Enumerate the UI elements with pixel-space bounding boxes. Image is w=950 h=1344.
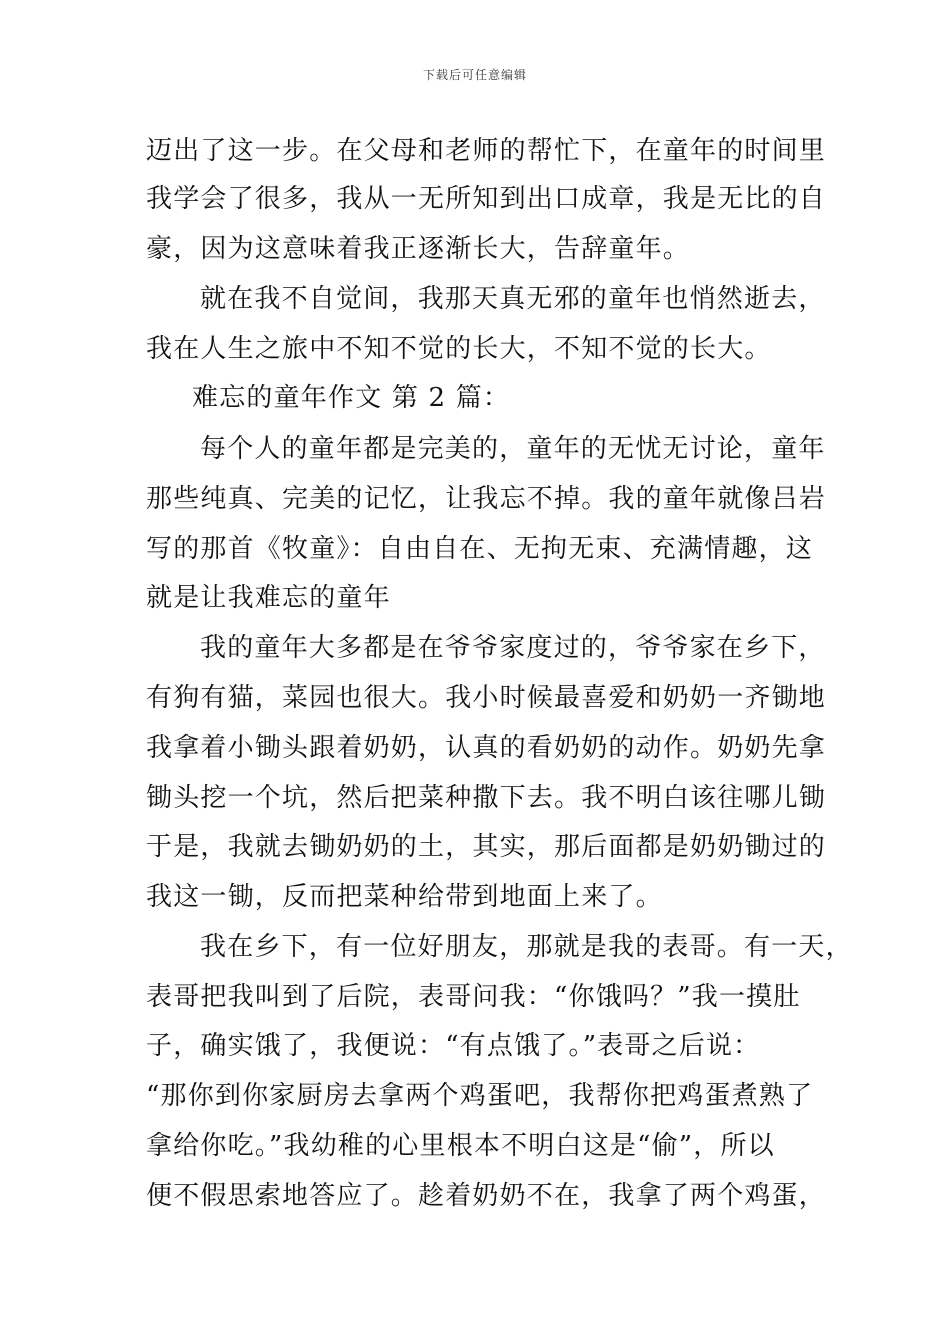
section-heading: 难忘的童年作文 第 2 篇：: [192, 383, 511, 413]
paragraph-line: 我拿着小锄头跟着奶奶，认真的看奶奶的动作。奶奶先拿: [146, 733, 827, 763]
paragraph-line: “那你到你家厨房去拿两个鸡蛋吧，我帮你把鸡蛋煮熟了: [146, 1081, 814, 1111]
paragraph-line: 我的童年大多都是在爷爷家度过的，爷爷家在乡下，: [200, 633, 826, 663]
page-header: 下载后可任意编辑: [422, 68, 527, 82]
paragraph-line: 每个人的童年都是完美的，童年的无忧无讨论，童年: [200, 434, 826, 464]
paragraph-line: 我在人生之旅中不知不觉的长大，不知不觉的长大。: [146, 334, 772, 364]
paragraph-line: 我学会了很多，我从一无所知到出口成章，我是无比的自: [146, 184, 827, 214]
paragraph-line: 就在我不自觉间，我那天真无邪的童年也悄然逝去，: [200, 284, 826, 314]
paragraph-line: 锄头挖一个坑，然后把菜种撒下去。我不明白该往哪儿锄: [146, 783, 827, 813]
paragraph-line: 表哥把我叫到了后院，表哥问我：“你饿吗？”我一摸肚: [146, 982, 801, 1012]
paragraph-line: 子，确实饿了，我便说：“有点饿了。”表哥之后说：: [146, 1031, 761, 1061]
paragraph-line: 便不假思索地答应了。趁着奶奶不在，我拿了两个鸡蛋，: [146, 1181, 827, 1211]
paragraph-line: 我在乡下，有一位好朋友，那就是我的表哥。有一天，: [200, 932, 853, 962]
paragraph-line: 有狗有猫，菜园也很大。我小时候最喜爱和奶奶一齐锄地: [146, 683, 827, 713]
paragraph-line: 那些纯真、完美的记忆，让我忘不掉。我的童年就像吕岩: [146, 484, 827, 514]
paragraph-line: 拿给你吃。”我幼稚的心里根本不明白这是“偷”，所以: [146, 1131, 775, 1161]
paragraph-line: 我这一锄，反而把菜种给带到地面上来了。: [146, 882, 663, 912]
paragraph-line: 就是让我难忘的童年: [146, 583, 391, 613]
paragraph-line: 于是，我就去锄奶奶的土，其实，那后面都是奶奶锄过的: [146, 832, 827, 862]
paragraph-line: 迈出了这一步。在父母和老师的帮忙下，在童年的时间里: [146, 136, 827, 166]
paragraph-line: 写的那首《牧童》：自由自在、无拘无束、充满情趣，这: [146, 534, 814, 564]
paragraph-line: 豪，因为这意味着我正逐渐长大，告辞童年。: [146, 234, 691, 264]
